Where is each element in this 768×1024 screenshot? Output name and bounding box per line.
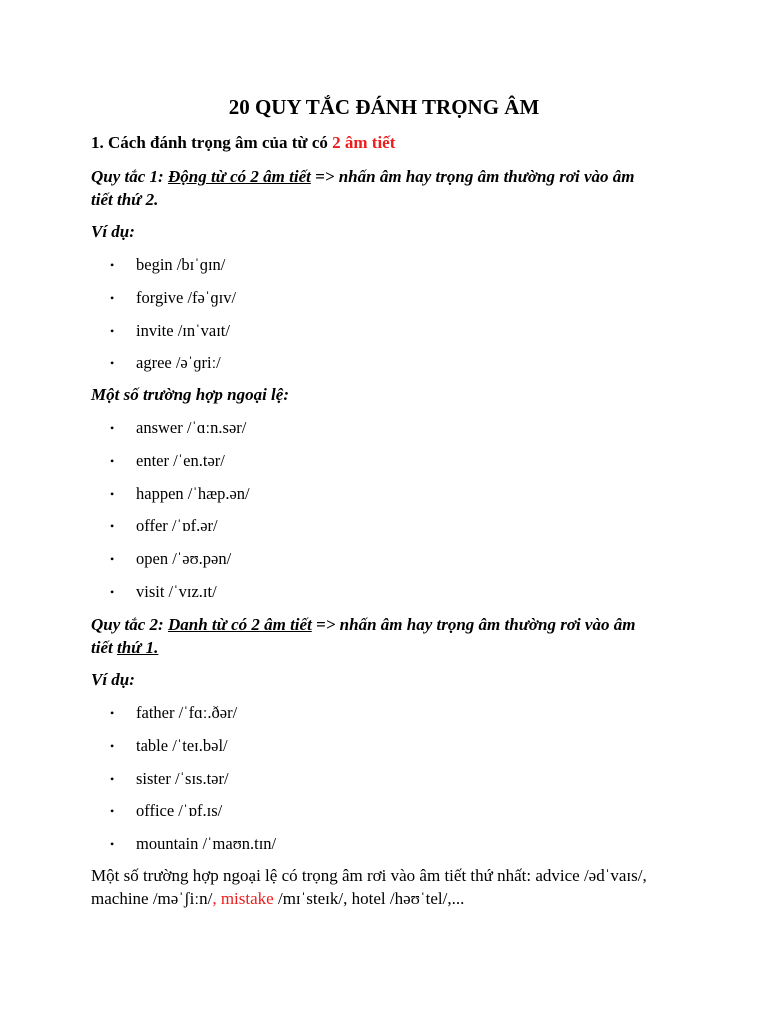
bullet-icon: •	[110, 837, 115, 852]
rule-2-line-1	[91, 613, 676, 636]
example-label-1: Ví dụ:	[91, 222, 135, 241]
bullet-icon: •	[110, 771, 115, 786]
example-label-2: Ví dụ:	[91, 670, 135, 689]
list-item: • visit /ˈvɪz.ɪt/	[110, 579, 250, 612]
example-list-1	[110, 252, 236, 383]
bullet-icon: •	[110, 453, 115, 468]
closing-line-2: machine /məˈʃiːn/, mistake /mɪˈsteɪk/, hotel /həʊˈtel/,...	[91, 889, 465, 908]
section-heading-text: 1. Cách đánh trọng âm của từ có	[91, 133, 333, 152]
section-heading	[91, 130, 395, 156]
bullet-icon: •	[110, 552, 115, 567]
bullet-icon: •	[110, 421, 115, 435]
closing-paragraph	[91, 864, 691, 910]
list-item: • invite /ɪnˈvaɪt/	[110, 318, 236, 351]
section-heading-highlight: 2 âm tiết	[332, 133, 396, 152]
list-item: • begin /bɪˈɡɪn/	[110, 252, 236, 285]
bullet-icon: •	[110, 258, 115, 272]
example-list-2	[110, 700, 276, 864]
rule-2-line-2: tiết thứ 1.	[91, 638, 159, 657]
list-item: • open /ˈəʊ.pən/	[110, 546, 250, 579]
list-item: • office /ˈɒf.ɪs/	[110, 798, 276, 831]
list-item: • happen /ˈhæp.ən/	[110, 481, 250, 514]
list-item: • sister /ˈsɪs.tər/	[110, 766, 276, 799]
rule-1-line-2: tiết thứ 2.	[91, 190, 159, 209]
closing-line-1: Một số trường hợp ngoại lệ có trọng âm rơi vào âm tiết thứ nhất: advice /ədˈvaɪs/,	[91, 866, 647, 885]
list-item: • offer /ˈɒf.ər/	[110, 513, 250, 546]
rule-2-rest: => nhấn âm hay trọng âm thường rơi vào âm	[311, 615, 636, 634]
rule-1	[91, 165, 676, 211]
list-item: • enter /ˈen.tər/	[110, 448, 250, 481]
bullet-icon: •	[110, 323, 115, 338]
bullet-icon: •	[110, 486, 115, 501]
rule-1-lead: Quy tắc 1:	[91, 167, 168, 186]
rule-2	[91, 613, 676, 659]
list-item: • mountain /ˈmaʊn.tɪn/	[110, 831, 276, 864]
bullet-icon: •	[110, 290, 115, 305]
bullet-icon: •	[110, 356, 115, 371]
rule-2-lead: Quy tắc 2:	[91, 615, 168, 634]
rule-1-rest: => nhấn âm hay trọng âm thường rơi vào âm	[310, 167, 635, 186]
rule-2-underlined: thứ 1.	[116, 638, 159, 657]
rule-1-subject: Động từ có 2 âm tiết	[167, 167, 311, 186]
bullet-icon: •	[110, 738, 115, 753]
bullet-icon: •	[110, 706, 115, 720]
list-item: • agree /əˈɡriː/	[110, 350, 236, 383]
bullet-icon: •	[110, 519, 115, 534]
list-item: • father /ˈfɑː.ðər/	[110, 700, 276, 733]
exceptions-list	[110, 415, 250, 612]
list-item: • answer /ˈɑːn.sər/	[110, 415, 250, 448]
exceptions-label: Một số trường hợp ngoại lệ:	[91, 385, 289, 404]
list-item: • forgive /fəˈɡɪv/	[110, 285, 236, 318]
rule-1-line-1	[91, 165, 676, 188]
closing-highlight: , mistake	[212, 889, 274, 908]
rule-2-subject: Danh từ có 2 âm tiết	[167, 615, 312, 634]
bullet-icon: •	[110, 584, 115, 599]
page-title: 20 QUY TẮC ĐÁNH TRỌNG ÂM	[228, 95, 540, 119]
list-item: • table /ˈteɪ.bəl/	[110, 733, 276, 766]
bullet-icon: •	[110, 804, 115, 819]
